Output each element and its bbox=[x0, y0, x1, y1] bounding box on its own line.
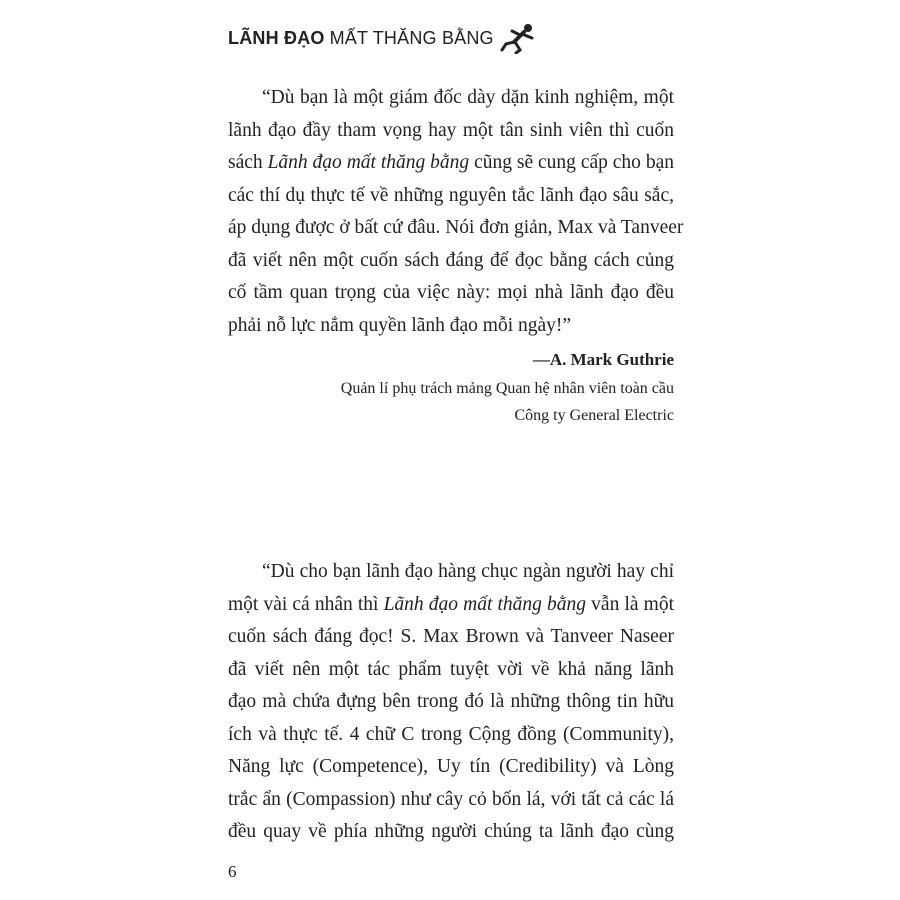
quote-text: vẫn là một bbox=[586, 593, 674, 615]
page-number: 6 bbox=[228, 862, 237, 881]
header-title-rest: MẤT THĂNG BẰNG bbox=[329, 27, 494, 48]
quote-line bbox=[228, 147, 674, 180]
header-title-bold: LÃNH ĐẠO bbox=[228, 27, 325, 48]
book-title: Lãnh đạo mất thăng bằng bbox=[383, 593, 587, 615]
quote-text: một vài cá nhân thì bbox=[228, 593, 384, 615]
author-role: Quản lí phụ trách mảng Quan hệ nhân viên toàn cầu bbox=[340, 380, 674, 397]
quote-line: lãnh đạo đầy tham vọng hay một tân sinh viên thì cuốn bbox=[228, 119, 674, 141]
testimonial-quote-2 bbox=[228, 556, 674, 849]
testimonial-quote-1 bbox=[228, 82, 684, 342]
quote-line bbox=[228, 589, 674, 622]
quote-author: —A. Mark Guthrie bbox=[532, 350, 674, 369]
quote-line: đã viết nên một cuốn sách đáng để đọc bằng cách củng bbox=[228, 249, 674, 271]
quote-line: trắc ẩn (Compassion) như cây cỏ bốn lá, với tất cả các lá bbox=[228, 788, 674, 810]
falling-person-icon bbox=[500, 22, 538, 54]
running-header bbox=[228, 22, 538, 54]
book-title: Lãnh đạo mất thăng bằng bbox=[267, 152, 470, 173]
author-company: Công ty General Electric bbox=[514, 407, 674, 424]
quote-line: đạo mà chứa đựng bên trong đó là những thông tin hữu bbox=[228, 691, 674, 712]
quote-line: đều quay về phía những người chúng ta lãnh đạo cùng bbox=[228, 821, 674, 842]
quote-line: “Dù cho bạn lãnh đạo hàng chục ngàn người hay chỉ bbox=[262, 561, 674, 582]
quote-line: “Dù bạn là một giám đốc dày dặn kinh nghiệm, một bbox=[262, 87, 674, 108]
quote-line: đã viết nên một tác phẩm tuyệt vời về khả năng lãnh bbox=[228, 658, 674, 680]
quote-line: ích và thực tế. 4 chữ C trong Cộng đồng (Community), bbox=[228, 723, 674, 745]
quote-line: phải nỗ lực nắm quyền lãnh đạo mỗi ngày!” bbox=[228, 314, 572, 336]
quote-line: cuốn sách đáng đọc! S. Max Brown và Tanveer Naseer bbox=[228, 626, 674, 647]
quote-line: các thí dụ thực tế về những nguyên tắc lãnh đạo sâu sắc, bbox=[228, 184, 674, 206]
quote-text: cũng sẽ cung cấp cho bạn bbox=[469, 152, 674, 173]
quote-text: sách bbox=[228, 152, 268, 173]
quote-line: áp dụng được ở bất cứ đâu. Nói đơn giản, Max và Tanveer bbox=[228, 217, 684, 238]
quote-line: cố tầm quan trọng của việc này: mọi nhà lãnh đạo đều bbox=[228, 282, 674, 303]
quote-line: Năng lực (Competence), Uy tín (Credibility) và Lòng bbox=[228, 756, 674, 777]
